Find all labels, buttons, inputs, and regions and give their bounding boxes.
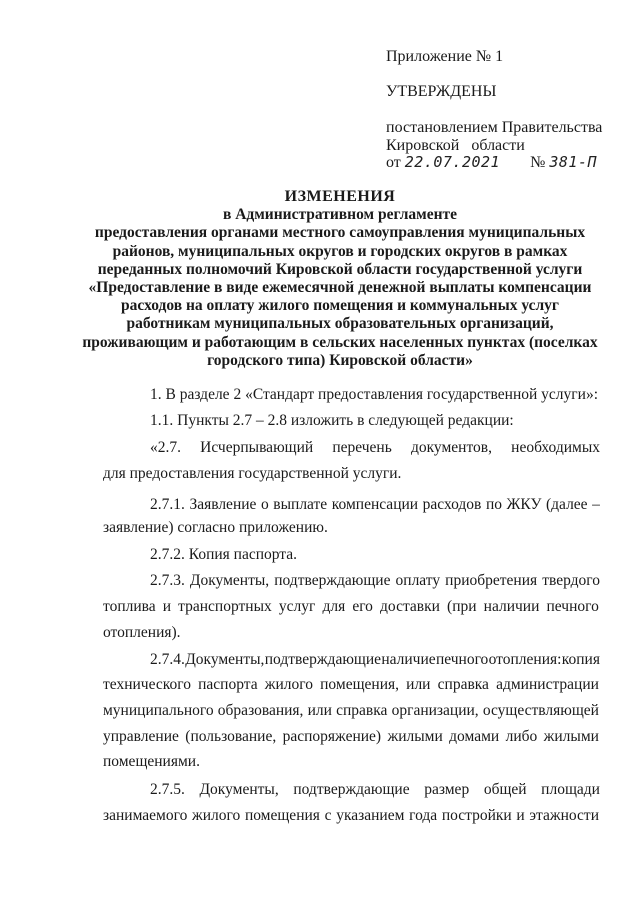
paragraph-2-7-4-line-3: [103, 701, 599, 721]
paragraph-2-7-4-line-4: [103, 727, 599, 747]
word: «2.7.: [150, 439, 181, 456]
word: топлива: [103, 598, 156, 615]
word: 2.7.5.: [150, 781, 185, 798]
number-prefix: №: [530, 154, 546, 171]
word: муниципального: [103, 702, 214, 719]
word: помещения: [244, 807, 320, 824]
paragraph-2-7-1-line-2: заявление) согласно приложению.: [103, 519, 328, 536]
word: услуг: [278, 598, 316, 615]
word: указанием: [336, 807, 405, 824]
word: постройки: [441, 807, 512, 824]
word: жилыми: [543, 728, 599, 745]
paragraph-1: 1. В разделе 2 «Стандарт предоставления государственной услуги»:: [150, 386, 599, 403]
paragraph-2-7-4-line-1: [150, 650, 600, 670]
word: года: [409, 807, 438, 824]
word: домами: [449, 728, 500, 745]
word: печного: [435, 651, 489, 668]
word: жилого: [192, 807, 241, 824]
word: Заявление: [189, 496, 257, 513]
paragraph-2-7-1-line-1: [150, 495, 600, 515]
heading-line: проживающим и работающим в сельских населенных пунктах (поселках: [82, 333, 598, 351]
word: Исчерпывающий: [200, 439, 314, 456]
word: организации,: [391, 702, 479, 719]
heading-line: «Предоставление в виде ежемесячной денежной выплаты компенсации: [88, 279, 592, 297]
word: администрации: [496, 676, 599, 693]
heading-line: расходов на оплату жилого помещения и коммунальных услуг: [121, 297, 559, 315]
heading-line: переданных полномочий Кировской области государственной услуги: [97, 260, 583, 278]
word: осуществляющей: [482, 702, 599, 719]
handwritten-number: 381-П: [549, 153, 598, 171]
word: справка: [336, 702, 388, 719]
word: приобретения: [445, 572, 538, 589]
word: и: [516, 807, 525, 824]
word: транспортных: [178, 598, 272, 615]
word: печного: [546, 598, 599, 615]
word: оплату: [395, 572, 441, 589]
word: или: [406, 676, 431, 693]
word: 2.7.4.: [150, 651, 185, 668]
date-prefix: от: [386, 154, 401, 171]
paragraph-1-1: 1.1. Пункты 2.7 – 2.8 изложить в следующей редакции:: [150, 412, 514, 429]
word: Документы,: [189, 572, 270, 589]
word: (пользование,: [185, 728, 277, 745]
word: (далее: [546, 496, 588, 513]
word: твердого: [542, 572, 600, 589]
word: по: [485, 496, 502, 513]
word: наличии: [483, 598, 540, 615]
handwritten-date: 22.07.2021: [404, 153, 501, 171]
paragraph-2-7-4-line-5: помещениями.: [103, 753, 200, 770]
word: расходов: [422, 496, 482, 513]
word: паспорта: [198, 676, 258, 693]
word: доставки: [380, 598, 440, 615]
word: справка: [437, 676, 489, 693]
document-heading: [60, 188, 620, 370]
word: общей: [483, 781, 527, 798]
word: либо: [505, 728, 538, 745]
word: технического: [103, 676, 191, 693]
word: компенсации: [331, 496, 419, 513]
word: с: [324, 807, 332, 824]
decree-line-2: Кировской области: [386, 137, 525, 154]
heading-line: районов, муниципальных округов и городских округов в рамках: [112, 242, 568, 260]
word: копия: [561, 651, 600, 668]
word: подтверждающие: [274, 572, 391, 589]
word: необходимых: [511, 439, 600, 456]
word: площади: [541, 781, 600, 798]
word: ЖКУ: [506, 496, 542, 513]
appendix-label: Приложение № 1: [386, 48, 504, 65]
word: жилыми: [387, 728, 443, 745]
word: 2.7.3.: [150, 572, 185, 589]
paragraph-2-7-3-line-3: отопления).: [103, 624, 181, 641]
heading-line: городского типа) Кировской области»: [207, 351, 473, 369]
word: Документы,: [185, 651, 265, 668]
word: помещения,: [320, 676, 399, 693]
word: распоряжение): [282, 728, 382, 745]
heading-title: ИЗМЕНЕНИЯ: [284, 188, 396, 205]
word: жилого: [264, 676, 313, 693]
word: образования,: [217, 702, 304, 719]
paragraph-2-7-5-line-1: [150, 780, 600, 800]
word: Документы,: [199, 781, 279, 798]
paragraph-2-7-5-line-2: [103, 806, 599, 826]
word: занимаемого: [103, 807, 188, 824]
paragraph-2-7-line-2: для предоставления государственной услуги.: [103, 465, 402, 482]
decree-date-number: [386, 152, 597, 173]
approved-label: УТВЕРЖДЕНЫ: [386, 83, 497, 100]
word: наличие: [381, 651, 436, 668]
paragraph-2-7-line-1: [150, 438, 600, 458]
word: отопления:: [488, 651, 562, 668]
word: подтверждающие: [264, 651, 382, 668]
word: документов,: [410, 439, 492, 456]
word: размер: [424, 781, 470, 798]
word: или: [307, 702, 332, 719]
word: этажности: [529, 807, 599, 824]
word: выплате: [273, 496, 328, 513]
word: перечень: [332, 439, 392, 456]
word: для: [322, 598, 346, 615]
heading-line: предоставления органами местного самоуправления муниципальных: [94, 224, 586, 242]
heading-line: работникам муниципальных образовательных организаций,: [126, 315, 554, 333]
paragraph-2-7-3-line-1: [150, 571, 600, 591]
word: о: [260, 496, 269, 513]
paragraph-2-7-3-line-2: [103, 597, 599, 617]
paragraph-2-7-4-line-2: [103, 675, 599, 695]
heading-line: в Административном регламенте: [222, 206, 458, 224]
word: подтверждающие: [293, 781, 410, 798]
word: 2.7.1.: [150, 496, 185, 513]
word: (при: [447, 598, 477, 615]
word: –: [592, 496, 600, 513]
word: его: [352, 598, 373, 615]
word: управление: [103, 728, 179, 745]
word: и: [162, 598, 172, 615]
paragraph-2-7-2: 2.7.2. Копия паспорта.: [150, 546, 298, 563]
decree-line-1: постановлением Правительства: [386, 119, 603, 136]
